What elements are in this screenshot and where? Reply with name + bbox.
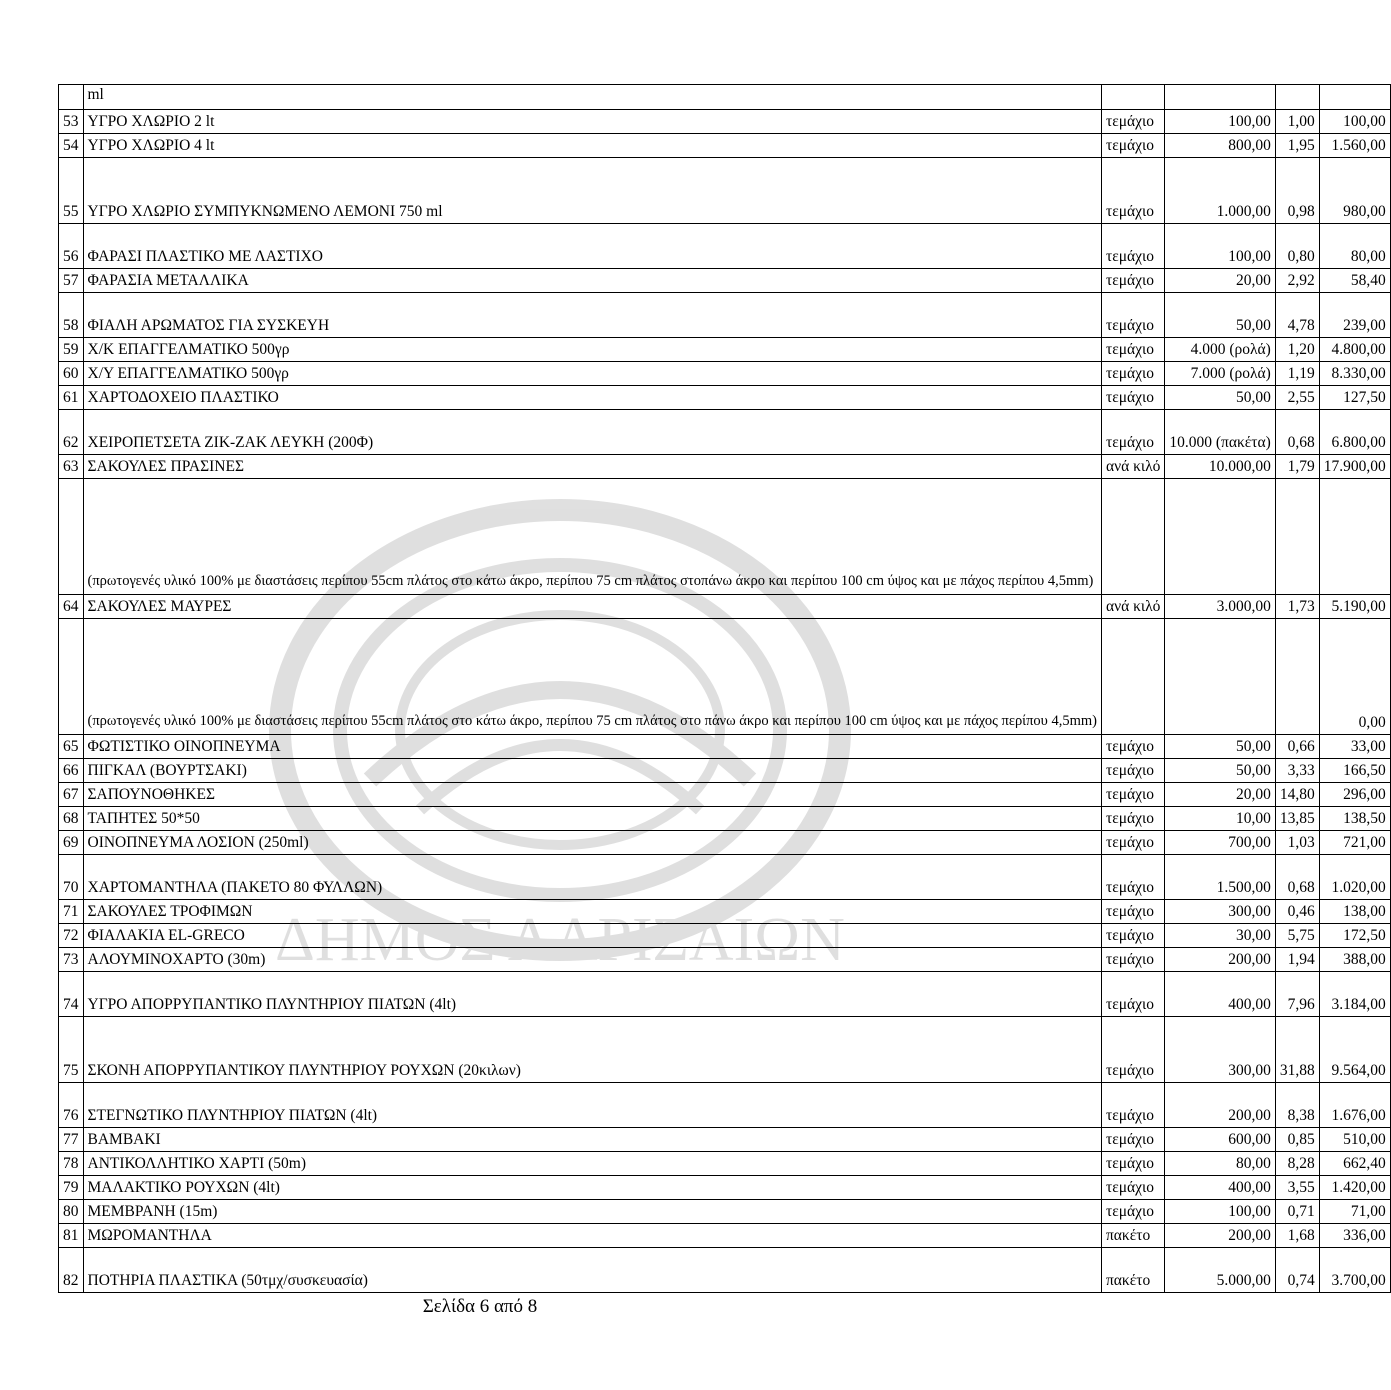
- row-unit-price: 0,98: [1275, 158, 1319, 224]
- table-row: [59, 410, 1391, 455]
- row-total: 58,40: [1319, 269, 1390, 293]
- row-description: ΦΑΡΑΣΙ ΠΛΑΣΤΙΚΟ ΜΕ ΛΑΣΤΙΧΟ: [83, 224, 1101, 269]
- row-unit: τεμάχιο: [1101, 269, 1164, 293]
- row-total: 166,50: [1319, 759, 1390, 783]
- row-unit-price: 31,88: [1275, 1017, 1319, 1083]
- row-total: 239,00: [1319, 293, 1390, 338]
- row-total: 0,00: [1319, 619, 1390, 735]
- row-unit-price: [1275, 479, 1319, 595]
- row-quantity: 400,00: [1165, 972, 1275, 1017]
- table-row: [59, 900, 1391, 924]
- row-unit: τεμάχιο: [1101, 1017, 1164, 1083]
- row-total: 33,00: [1319, 735, 1390, 759]
- row-number: 70: [59, 855, 84, 900]
- table-row: [59, 386, 1391, 410]
- row-quantity: 100,00: [1165, 110, 1275, 134]
- table-row: [59, 807, 1391, 831]
- row-quantity: 200,00: [1165, 1224, 1275, 1248]
- row-quantity: [1165, 619, 1275, 735]
- row-total: 662,40: [1319, 1152, 1390, 1176]
- table-row: [59, 158, 1391, 224]
- row-number: 64: [59, 595, 84, 619]
- row-description: ΟΙΝΟΠΝΕΥΜΑ ΛΟΣΙΟΝ (250ml): [83, 831, 1101, 855]
- row-unit: τεμάχιο: [1101, 386, 1164, 410]
- row-unit: τεμάχιο: [1101, 134, 1164, 158]
- row-total: 100,00: [1319, 110, 1390, 134]
- spec-note-row: [59, 619, 1391, 735]
- row-unit-price: 3,55: [1275, 1176, 1319, 1200]
- row-unit-price: 0,68: [1275, 410, 1319, 455]
- table-row: [59, 924, 1391, 948]
- row-unit: τεμάχιο: [1101, 759, 1164, 783]
- row-number: 53: [59, 110, 84, 134]
- row-unit-price: 0,80: [1275, 224, 1319, 269]
- row-quantity: 800,00: [1165, 134, 1275, 158]
- row-description: ΜΑΛΑΚΤΙΚΟ ΡΟΥΧΩΝ (4lt): [83, 1176, 1101, 1200]
- table-row: [59, 338, 1391, 362]
- row-total: 17.900,00: [1319, 455, 1390, 479]
- row-unit-price: 0,68: [1275, 855, 1319, 900]
- row-unit: τεμάχιο: [1101, 1152, 1164, 1176]
- table-row: [59, 735, 1391, 759]
- row-description: ΠΟΤΗΡΙΑ ΠΛΑΣΤΙΚΑ (50τμχ/συσκευασία): [83, 1248, 1101, 1293]
- spec-note-row: [59, 479, 1391, 595]
- row-total: 9.564,00: [1319, 1017, 1390, 1083]
- row-number: 67: [59, 783, 84, 807]
- row-description: ΣΑΚΟΥΛΕΣ ΤΡΟΦΙΜΩΝ: [83, 900, 1101, 924]
- row-description: (πρωτογενές υλικό 100% με διαστάσεις περίπου 55cm πλάτος στο κάτω άκρο, περίπου 75 cm πλάτος στο πάνω άκρο και περίπου 100 cm ύψος και με πάχος περίπου 4,5mm): [83, 619, 1101, 735]
- row-quantity: 20,00: [1165, 269, 1275, 293]
- row-number: 80: [59, 1200, 84, 1224]
- row-quantity: 7.000 (ρολά): [1165, 362, 1275, 386]
- row-unit: τεμάχιο: [1101, 338, 1164, 362]
- row-unit: ανά κιλό: [1101, 455, 1164, 479]
- row-number: 56: [59, 224, 84, 269]
- row-unit-price: 5,75: [1275, 924, 1319, 948]
- row-description: Χ/Υ ΕΠΑΓΓΕΛΜΑΤΙΚΟ 500γρ: [83, 362, 1101, 386]
- row-description: ΑΛΟΥΜΙΝΟΧΑΡΤΟ (30m): [83, 948, 1101, 972]
- row-quantity: 200,00: [1165, 948, 1275, 972]
- row-quantity: [1165, 85, 1275, 110]
- table-row: [59, 293, 1391, 338]
- row-quantity: 700,00: [1165, 831, 1275, 855]
- row-total: 1.560,00: [1319, 134, 1390, 158]
- table-row: [59, 972, 1391, 1017]
- table-row: [59, 855, 1391, 900]
- row-number: 65: [59, 735, 84, 759]
- row-total: 296,00: [1319, 783, 1390, 807]
- row-description: ΧΑΡΤΟΜΑΝΤΗΛΑ (ΠΑΚΕΤΟ 80 ΦΥΛΛΩΝ): [83, 855, 1101, 900]
- row-number: 79: [59, 1176, 84, 1200]
- row-description: ΒΑΜΒΑΚΙ: [83, 1128, 1101, 1152]
- row-unit: τεμάχιο: [1101, 158, 1164, 224]
- row-unit: πακέτο: [1101, 1248, 1164, 1293]
- row-description: ΣΑΚΟΥΛΕΣ ΜΑΥΡΕΣ: [83, 595, 1101, 619]
- row-unit-price: [1275, 619, 1319, 735]
- row-number: 82: [59, 1248, 84, 1293]
- row-description: ΣΑΠΟΥΝΟΘΗΚΕΣ: [83, 783, 1101, 807]
- price-table: [58, 84, 1391, 1293]
- row-unit-price: 1,00: [1275, 110, 1319, 134]
- row-unit: τεμάχιο: [1101, 110, 1164, 134]
- row-unit: τεμάχιο: [1101, 1083, 1164, 1128]
- row-number: [59, 619, 84, 735]
- row-total: 4.800,00: [1319, 338, 1390, 362]
- row-unit-price: 14,80: [1275, 783, 1319, 807]
- row-number: 68: [59, 807, 84, 831]
- row-unit-price: 0,74: [1275, 1248, 1319, 1293]
- row-quantity: 400,00: [1165, 1176, 1275, 1200]
- row-description: ΦΙΑΛΗ ΑΡΩΜΑΤΟΣ ΓΙΑ ΣΥΣΚΕΥΗ: [83, 293, 1101, 338]
- row-unit-price: 0,71: [1275, 1200, 1319, 1224]
- row-number: 57: [59, 269, 84, 293]
- price-table-body: [59, 85, 1391, 1293]
- row-description: ΜΕΜΒΡΑΝΗ (15m): [83, 1200, 1101, 1224]
- row-number: 81: [59, 1224, 84, 1248]
- row-quantity: 4.000 (ρολά): [1165, 338, 1275, 362]
- row-unit: τεμάχιο: [1101, 924, 1164, 948]
- row-quantity: 1.500,00: [1165, 855, 1275, 900]
- row-unit-price: 3,33: [1275, 759, 1319, 783]
- row-unit: [1101, 619, 1164, 735]
- row-number: 75: [59, 1017, 84, 1083]
- table-row: [59, 1200, 1391, 1224]
- row-quantity: 50,00: [1165, 293, 1275, 338]
- row-description: ΣΤΕΓΝΩΤΙΚΟ ΠΛΥΝΤΗΡΙΟΥ ΠΙΑΤΩΝ (4lt): [83, 1083, 1101, 1128]
- row-total: 71,00: [1319, 1200, 1390, 1224]
- row-number: [59, 85, 84, 110]
- row-unit-price: 4,78: [1275, 293, 1319, 338]
- row-unit: [1101, 85, 1164, 110]
- row-unit: τεμάχιο: [1101, 410, 1164, 455]
- row-description: ΦΑΡΑΣΙΑ ΜΕΤΑΛΛΙΚΑ: [83, 269, 1101, 293]
- row-unit-price: 2,92: [1275, 269, 1319, 293]
- row-number: 66: [59, 759, 84, 783]
- table-row: [59, 1083, 1391, 1128]
- row-total: 5.190,00: [1319, 595, 1390, 619]
- row-unit: τεμάχιο: [1101, 293, 1164, 338]
- row-description: ΧΕΙΡΟΠΕΤΣΕΤΑ ΖΙΚ-ΖΑΚ ΛΕΥΚΗ (200Φ): [83, 410, 1101, 455]
- row-number: 59: [59, 338, 84, 362]
- row-unit-price: 1,68: [1275, 1224, 1319, 1248]
- row-quantity: [1165, 479, 1275, 595]
- row-total: 8.330,00: [1319, 362, 1390, 386]
- row-number: 69: [59, 831, 84, 855]
- row-number: 63: [59, 455, 84, 479]
- row-unit: ανά κιλό: [1101, 595, 1164, 619]
- row-unit-price: 7,96: [1275, 972, 1319, 1017]
- row-total: 721,00: [1319, 831, 1390, 855]
- row-description: Χ/Κ ΕΠΑΓΓΕΛΜΑΤΙΚΟ 500γρ: [83, 338, 1101, 362]
- row-unit: [1101, 479, 1164, 595]
- row-unit-price: 2,55: [1275, 386, 1319, 410]
- row-total: 1.420,00: [1319, 1176, 1390, 1200]
- row-quantity: 5.000,00: [1165, 1248, 1275, 1293]
- table-row: [59, 1128, 1391, 1152]
- row-quantity: 30,00: [1165, 924, 1275, 948]
- table-row: [59, 269, 1391, 293]
- table-row: [59, 595, 1391, 619]
- row-number: 77: [59, 1128, 84, 1152]
- row-description: ΣΑΚΟΥΛΕΣ ΠΡΑΣΙΝΕΣ: [83, 455, 1101, 479]
- row-description: (πρωτογενές υλικό 100% με διαστάσεις περίπου 55cm πλάτος στο κάτω άκρο, περίπου 75 cm πλάτος στοπάνω άκρο και περίπου 100 cm ύψος και με πάχος περίπου 4,5mm): [83, 479, 1101, 595]
- row-description: ΦΩΤΙΣΤΙΚΟ ΟΙΝΟΠΝΕΥΜΑ: [83, 735, 1101, 759]
- row-quantity: 50,00: [1165, 759, 1275, 783]
- row-quantity: 1.000,00: [1165, 158, 1275, 224]
- table-row: [59, 831, 1391, 855]
- table-row: [59, 1017, 1391, 1083]
- row-quantity: 3.000,00: [1165, 595, 1275, 619]
- row-description: ΤΑΠΗΤΕΣ 50*50: [83, 807, 1101, 831]
- row-description: ΥΓΡΟ ΧΛΩΡΙΟ 2 lt: [83, 110, 1101, 134]
- svg-text:ΔΗΜΟΣ ΛΑΡΙΣΑΙΩΝ: ΔΗΜΟΣ ΛΑΡΙΣΑΙΩΝ: [275, 906, 845, 974]
- row-total: 138,50: [1319, 807, 1390, 831]
- row-unit-price: 1,19: [1275, 362, 1319, 386]
- row-unit-price: 0,85: [1275, 1128, 1319, 1152]
- row-description: ΥΓΡΟ ΑΠΟΡΡΥΠΑΝΤΙΚΟ ΠΛΥΝΤΗΡΙΟΥ ΠΙΑΤΩΝ (4lt): [83, 972, 1101, 1017]
- row-description: ΥΓΡΟ ΧΛΩΡΙΟ ΣΥΜΠΥΚΝΩΜΕΝΟ ΛΕΜΟΝΙ 750 ml: [83, 158, 1101, 224]
- row-unit-price: 1,73: [1275, 595, 1319, 619]
- row-total: 3.184,00: [1319, 972, 1390, 1017]
- row-quantity: 300,00: [1165, 900, 1275, 924]
- row-unit: τεμάχιο: [1101, 807, 1164, 831]
- row-total: 138,00: [1319, 900, 1390, 924]
- row-unit: τεμάχιο: [1101, 1176, 1164, 1200]
- row-description: ΑΝΤΙΚΟΛΛΗΤΙΚΟ ΧΑΡΤΙ (50m): [83, 1152, 1101, 1176]
- table-row: [59, 783, 1391, 807]
- row-number: 73: [59, 948, 84, 972]
- row-description: ΜΩΡΟΜΑΝΤΗΛΑ: [83, 1224, 1101, 1248]
- table-row: [59, 1152, 1391, 1176]
- row-number: 55: [59, 158, 84, 224]
- row-quantity: 100,00: [1165, 224, 1275, 269]
- table-row: [59, 948, 1391, 972]
- row-unit: πακέτο: [1101, 1224, 1164, 1248]
- row-number: 74: [59, 972, 84, 1017]
- row-total: 1.020,00: [1319, 855, 1390, 900]
- row-description: ΣΚΟΝΗ ΑΠΟΡΡΥΠΑΝΤΙΚΟΥ ΠΛΥΝΤΗΡΙΟΥ ΡΟΥΧΩΝ (20κιλων): [83, 1017, 1101, 1083]
- row-unit-price: 8,28: [1275, 1152, 1319, 1176]
- row-unit: τεμάχιο: [1101, 783, 1164, 807]
- row-description: ΠΙΓΚΑΛ (ΒΟΥΡΤΣΑΚΙ): [83, 759, 1101, 783]
- row-total: 6.800,00: [1319, 410, 1390, 455]
- row-quantity: 10.000 (πακέτα): [1165, 410, 1275, 455]
- row-quantity: 100,00: [1165, 1200, 1275, 1224]
- page-footer: Σελίδα 6 από 8: [422, 1296, 538, 1317]
- row-unit: τεμάχιο: [1101, 900, 1164, 924]
- table-row: [59, 134, 1391, 158]
- table-row: [59, 455, 1391, 479]
- row-total: [1319, 479, 1390, 595]
- row-unit: τεμάχιο: [1101, 224, 1164, 269]
- row-description: ΦΙΑΛΑΚΙΑ EL-GRECO: [83, 924, 1101, 948]
- row-number: 72: [59, 924, 84, 948]
- table-row: [59, 362, 1391, 386]
- row-unit-price: [1275, 85, 1319, 110]
- row-description: ΧΑΡΤΟΔΟΧΕΙΟ ΠΛΑΣΤΙΚΟ: [83, 386, 1101, 410]
- row-quantity: 10.000,00: [1165, 455, 1275, 479]
- row-unit-price: 1,95: [1275, 134, 1319, 158]
- row-unit-price: 1,03: [1275, 831, 1319, 855]
- row-number: 71: [59, 900, 84, 924]
- row-number: 54: [59, 134, 84, 158]
- row-quantity: 200,00: [1165, 1083, 1275, 1128]
- row-number: 58: [59, 293, 84, 338]
- row-number: 62: [59, 410, 84, 455]
- table-row: [59, 224, 1391, 269]
- table-row: [59, 1224, 1391, 1248]
- table-row: [59, 1176, 1391, 1200]
- row-total: 510,00: [1319, 1128, 1390, 1152]
- row-unit-price: 1,20: [1275, 338, 1319, 362]
- row-quantity: 80,00: [1165, 1152, 1275, 1176]
- row-total: 80,00: [1319, 224, 1390, 269]
- table-row: [59, 1248, 1391, 1293]
- row-quantity: 20,00: [1165, 783, 1275, 807]
- row-total: 3.700,00: [1319, 1248, 1390, 1293]
- table-row: [59, 759, 1391, 783]
- continuation-row: [59, 85, 1391, 110]
- row-number: 60: [59, 362, 84, 386]
- row-quantity: 50,00: [1165, 735, 1275, 759]
- row-quantity: 10,00: [1165, 807, 1275, 831]
- row-total: 172,50: [1319, 924, 1390, 948]
- row-unit: τεμάχιο: [1101, 855, 1164, 900]
- row-unit-price: 1,94: [1275, 948, 1319, 972]
- row-unit: τεμάχιο: [1101, 1128, 1164, 1152]
- row-number: 61: [59, 386, 84, 410]
- row-total: 980,00: [1319, 158, 1390, 224]
- row-total: 127,50: [1319, 386, 1390, 410]
- row-quantity: 600,00: [1165, 1128, 1275, 1152]
- row-unit: τεμάχιο: [1101, 735, 1164, 759]
- table-row: [59, 110, 1391, 134]
- row-quantity: 300,00: [1165, 1017, 1275, 1083]
- row-total: 388,00: [1319, 948, 1390, 972]
- row-unit-price: 1,79: [1275, 455, 1319, 479]
- row-total: [1319, 85, 1390, 110]
- row-unit: τεμάχιο: [1101, 1200, 1164, 1224]
- row-total: 336,00: [1319, 1224, 1390, 1248]
- row-unit: τεμάχιο: [1101, 362, 1164, 386]
- row-number: [59, 479, 84, 595]
- row-unit: τεμάχιο: [1101, 948, 1164, 972]
- row-description: ΥΓΡΟ ΧΛΩΡΙΟ 4 lt: [83, 134, 1101, 158]
- row-unit: τεμάχιο: [1101, 831, 1164, 855]
- row-unit-price: 13,85: [1275, 807, 1319, 831]
- row-unit-price: 0,66: [1275, 735, 1319, 759]
- row-unit: τεμάχιο: [1101, 972, 1164, 1017]
- row-total: 1.676,00: [1319, 1083, 1390, 1128]
- row-unit-price: 0,46: [1275, 900, 1319, 924]
- row-quantity: 50,00: [1165, 386, 1275, 410]
- row-number: 78: [59, 1152, 84, 1176]
- row-unit-price: 8,38: [1275, 1083, 1319, 1128]
- row-number: 76: [59, 1083, 84, 1128]
- row-description: ml: [83, 85, 1101, 110]
